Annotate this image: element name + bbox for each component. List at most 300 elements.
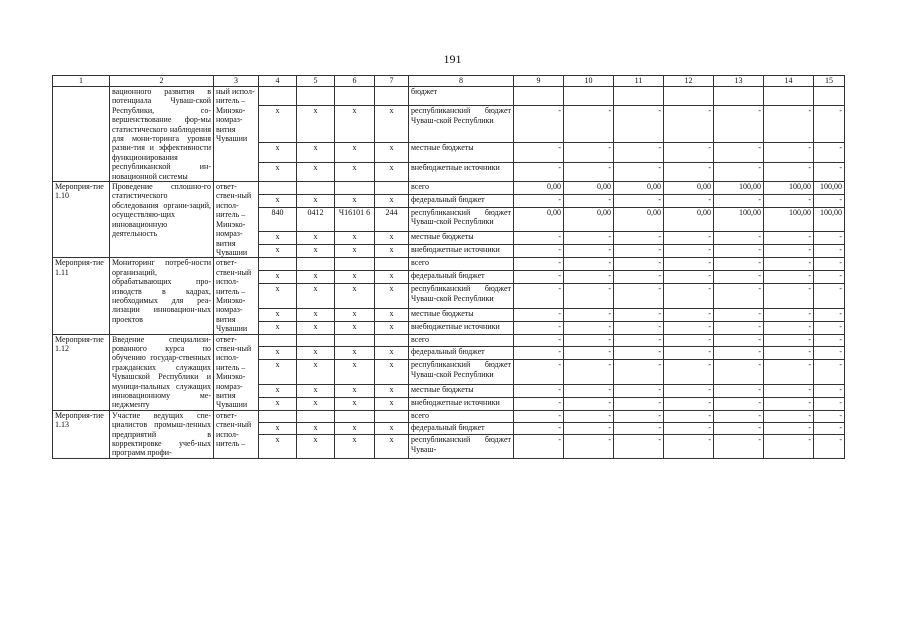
amount-cell: -	[614, 258, 664, 271]
amount-cell: -	[764, 384, 814, 397]
amount-cell: -	[514, 397, 564, 410]
funding-source: республиканский бюджет Чуваш-	[409, 435, 514, 458]
amount-cell: -	[664, 308, 714, 321]
budget-code-cell: х	[297, 347, 335, 360]
amount-cell	[714, 87, 764, 106]
budget-code-cell: х	[375, 360, 409, 385]
measure-description: Введение специализи-рованного курса по обучению государ-ственных гражданских служащих Чувашской Республики и муници-пальных служащих инновационному ме-неджменту	[110, 334, 214, 410]
amount-cell: -	[564, 397, 614, 410]
amount-cell: -	[564, 435, 614, 458]
amount-cell: -	[614, 410, 664, 422]
budget-code-cell: х	[297, 321, 335, 334]
amount-cell: -	[564, 410, 614, 422]
amount-cell: -	[664, 360, 714, 385]
budget-code-cell	[259, 182, 297, 195]
budget-code-cell: х	[297, 397, 335, 410]
budget-code-cell: х	[259, 347, 297, 360]
budget-code-cell	[375, 182, 409, 195]
amount-cell: -	[814, 410, 845, 422]
budget-code-cell: х	[375, 106, 409, 143]
budget-code-cell: х	[259, 397, 297, 410]
budget-code-cell: х	[259, 284, 297, 309]
table-row	[53, 87, 845, 106]
amount-cell: -	[814, 347, 845, 360]
amount-cell: -	[814, 423, 845, 435]
budget-code-cell: х	[335, 162, 375, 181]
page-number: 191	[443, 52, 462, 66]
budget-code-cell: х	[375, 423, 409, 435]
amount-cell: -	[714, 284, 764, 309]
amount-cell: -	[764, 360, 814, 385]
amount-cell: -	[814, 334, 845, 347]
amount-cell: 0,00	[564, 207, 614, 232]
amount-cell: -	[564, 143, 614, 162]
funding-source: бюджет	[409, 87, 514, 106]
budget-code-cell: х	[297, 360, 335, 385]
funding-source: внебюджетные источники	[409, 162, 514, 181]
column-header: 4	[259, 76, 297, 87]
amount-cell: -	[714, 435, 764, 458]
amount-cell: -	[814, 194, 845, 207]
table-row	[53, 334, 845, 347]
budget-code-cell: х	[259, 308, 297, 321]
amount-cell: -	[764, 194, 814, 207]
budget-code-cell: х	[375, 347, 409, 360]
measure-description: Проведение сплошно-го статистического обследования органи-заций, осуществляю-щих инновационную деятельность	[110, 182, 214, 258]
budget-code-cell: х	[375, 232, 409, 245]
amount-cell: -	[614, 143, 664, 162]
amount-cell: -	[514, 410, 564, 422]
budget-code-cell: х	[297, 423, 335, 435]
budget-code-cell: х	[375, 397, 409, 410]
amount-cell: 100,00	[714, 207, 764, 232]
amount-cell: -	[564, 308, 614, 321]
amount-cell: -	[514, 284, 564, 309]
budget-code-cell	[335, 410, 375, 422]
measure-id: Мероприя-тие 1.12	[53, 334, 110, 410]
amount-cell: -	[764, 162, 814, 181]
column-header: 7	[375, 76, 409, 87]
budget-code-cell: х	[297, 308, 335, 321]
amount-cell: -	[664, 271, 714, 284]
amount-cell: -	[714, 143, 764, 162]
funding-source: всего	[409, 182, 514, 195]
amount-cell: -	[714, 258, 764, 271]
amount-cell: -	[664, 162, 714, 181]
funding-source: местные бюджеты	[409, 232, 514, 245]
amount-cell: -	[614, 423, 664, 435]
amount-cell: -	[664, 435, 714, 458]
amount-cell: 100,00	[764, 207, 814, 232]
amount-cell: -	[714, 271, 764, 284]
budget-table	[52, 75, 845, 459]
budget-code-cell: х	[335, 347, 375, 360]
amount-cell: -	[614, 271, 664, 284]
amount-cell: -	[564, 245, 614, 258]
amount-cell: -	[764, 410, 814, 422]
amount-cell: -	[664, 258, 714, 271]
budget-code-cell	[297, 334, 335, 347]
amount-cell: -	[564, 258, 614, 271]
amount-cell: -	[764, 258, 814, 271]
amount-cell: 100,00	[814, 182, 845, 195]
amount-cell: -	[614, 435, 664, 458]
funding-source: федеральный бюджет	[409, 194, 514, 207]
budget-code-cell: 0412	[297, 207, 335, 232]
funding-source: федеральный бюджет	[409, 347, 514, 360]
amount-cell: -	[664, 397, 714, 410]
funding-source: внебюджетные источники	[409, 321, 514, 334]
budget-code-cell: х	[335, 397, 375, 410]
amount-cell: -	[814, 384, 845, 397]
budget-code-cell: х	[259, 271, 297, 284]
amount-cell: -	[664, 321, 714, 334]
amount-cell: -	[664, 410, 714, 422]
budget-code-cell: х	[259, 194, 297, 207]
amount-cell: -	[764, 435, 814, 458]
budget-code-cell	[259, 87, 297, 106]
column-header: 5	[297, 76, 335, 87]
amount-cell: -	[714, 423, 764, 435]
amount-cell: -	[664, 334, 714, 347]
budget-code-cell	[375, 87, 409, 106]
budget-code-cell	[335, 182, 375, 195]
amount-cell: -	[514, 106, 564, 143]
budget-code-cell: х	[259, 321, 297, 334]
amount-cell: -	[514, 308, 564, 321]
amount-cell	[564, 87, 614, 106]
amount-cell: -	[564, 106, 614, 143]
measure-description: Участие ведущих спе-циалистов промыш-ленных предприятий в корректировке учеб-ных программ профи-	[110, 410, 214, 458]
budget-code-cell: х	[297, 162, 335, 181]
table-row	[53, 182, 845, 195]
amount-cell: -	[564, 347, 614, 360]
measure-id: Мероприя-тие 1.13	[53, 410, 110, 458]
budget-code-cell	[259, 334, 297, 347]
amount-cell: -	[714, 245, 764, 258]
budget-code-cell	[297, 87, 335, 106]
amount-cell: -	[664, 347, 714, 360]
budget-code-cell: х	[259, 143, 297, 162]
amount-cell: -	[714, 194, 764, 207]
amount-cell: -	[814, 162, 845, 181]
column-header: 8	[409, 76, 514, 87]
amount-cell: -	[814, 308, 845, 321]
column-header: 3	[214, 76, 259, 87]
amount-cell: -	[664, 194, 714, 207]
amount-cell: -	[564, 384, 614, 397]
amount-cell: -	[764, 334, 814, 347]
amount-cell: -	[514, 271, 564, 284]
budget-code-cell: х	[375, 284, 409, 309]
amount-cell: -	[614, 347, 664, 360]
amount-cell: 0,00	[564, 182, 614, 195]
budget-code-cell	[335, 258, 375, 271]
column-header: 15	[814, 76, 845, 87]
column-header: 14	[764, 76, 814, 87]
amount-cell: -	[714, 410, 764, 422]
budget-code-cell: х	[375, 435, 409, 458]
amount-cell: -	[764, 284, 814, 309]
amount-cell: -	[764, 232, 814, 245]
funding-source: федеральный бюджет	[409, 271, 514, 284]
funding-source: всего	[409, 334, 514, 347]
amount-cell: -	[514, 347, 564, 360]
amount-cell: -	[664, 143, 714, 162]
amount-cell: -	[714, 232, 764, 245]
amount-cell: -	[564, 360, 614, 385]
amount-cell: -	[614, 106, 664, 143]
budget-code-cell: х	[297, 245, 335, 258]
funding-source: местные бюджеты	[409, 143, 514, 162]
amount-cell: -	[764, 308, 814, 321]
budget-code-cell: х	[375, 245, 409, 258]
amount-cell: -	[514, 258, 564, 271]
executor: ответ-ствен-ный испол-нитель – Минэко-номраз-вития Чувашии	[214, 182, 259, 258]
amount-cell: -	[614, 360, 664, 385]
funding-source: местные бюджеты	[409, 384, 514, 397]
budget-code-cell: х	[335, 245, 375, 258]
amount-cell: -	[614, 162, 664, 181]
table-row	[53, 258, 845, 271]
amount-cell: -	[814, 360, 845, 385]
amount-cell: -	[514, 321, 564, 334]
amount-cell: 0,00	[614, 182, 664, 195]
column-header: 13	[714, 76, 764, 87]
amount-cell: -	[614, 334, 664, 347]
amount-cell: -	[764, 397, 814, 410]
column-header: 11	[614, 76, 664, 87]
budget-code-cell: х	[259, 106, 297, 143]
measure-id	[53, 87, 110, 182]
amount-cell: -	[664, 106, 714, 143]
amount-cell	[814, 87, 845, 106]
amount-cell: -	[564, 194, 614, 207]
budget-code-cell: х	[297, 384, 335, 397]
amount-cell: -	[714, 334, 764, 347]
budget-code-cell: х	[297, 143, 335, 162]
amount-cell: -	[514, 245, 564, 258]
amount-cell: -	[764, 106, 814, 143]
budget-code-cell: х	[335, 435, 375, 458]
amount-cell: -	[564, 284, 614, 309]
table-body	[53, 76, 845, 459]
amount-cell: -	[814, 106, 845, 143]
amount-cell: -	[514, 423, 564, 435]
amount-cell: -	[714, 347, 764, 360]
funding-source: внебюджетные источники	[409, 397, 514, 410]
budget-code-cell: х	[259, 423, 297, 435]
budget-code-cell: х	[335, 106, 375, 143]
budget-code-cell: х	[297, 106, 335, 143]
executor: ответ-ствен-ный испол-нитель –	[214, 410, 259, 458]
amount-cell	[614, 87, 664, 106]
amount-cell: -	[564, 423, 614, 435]
header-row	[53, 76, 845, 87]
amount-cell: 0,00	[614, 207, 664, 232]
budget-code-cell	[259, 410, 297, 422]
amount-cell: -	[664, 423, 714, 435]
amount-cell: -	[764, 245, 814, 258]
amount-cell: -	[664, 384, 714, 397]
amount-cell: -	[814, 397, 845, 410]
amount-cell: 100,00	[814, 207, 845, 232]
budget-code-cell	[375, 258, 409, 271]
amount-cell: -	[614, 284, 664, 309]
amount-cell: 100,00	[764, 182, 814, 195]
budget-code-cell: х	[375, 194, 409, 207]
budget-code-cell: х	[335, 423, 375, 435]
budget-code-cell: х	[297, 435, 335, 458]
budget-code-cell: х	[297, 284, 335, 309]
amount-cell: -	[614, 232, 664, 245]
budget-code-cell: х	[375, 162, 409, 181]
funding-source: республиканский бюджет Чуваш-ской Республики	[409, 106, 514, 143]
budget-code-cell: х	[375, 384, 409, 397]
amount-cell: -	[614, 384, 664, 397]
amount-cell: -	[614, 194, 664, 207]
budget-code-cell: х	[375, 271, 409, 284]
amount-cell: -	[814, 284, 845, 309]
measure-id: Мероприя-тие 1.10	[53, 182, 110, 258]
amount-cell: -	[614, 321, 664, 334]
budget-code-cell: х	[259, 435, 297, 458]
budget-code-cell: х	[335, 384, 375, 397]
budget-code-cell: 840	[259, 207, 297, 232]
executor: ответ-ствен-ный испол-нитель – Минэко-номраз-вития Чувашии	[214, 258, 259, 334]
budget-code-cell: х	[259, 360, 297, 385]
budget-code-cell: х	[335, 143, 375, 162]
budget-code-cell	[375, 334, 409, 347]
amount-cell: -	[764, 423, 814, 435]
table-row	[53, 410, 845, 422]
funding-source: всего	[409, 258, 514, 271]
budget-code-cell: Ч16101 6	[335, 207, 375, 232]
funding-source: всего	[409, 410, 514, 422]
amount-cell: -	[564, 271, 614, 284]
amount-cell: 0,00	[664, 182, 714, 195]
amount-cell: -	[564, 321, 614, 334]
budget-code-cell: х	[335, 232, 375, 245]
funding-source: местные бюджеты	[409, 308, 514, 321]
budget-code-cell	[297, 410, 335, 422]
amount-cell: -	[764, 271, 814, 284]
budget-code-cell: х	[375, 143, 409, 162]
funding-source: внебюджетные источники	[409, 245, 514, 258]
amount-cell: -	[614, 397, 664, 410]
amount-cell: 0,00	[664, 207, 714, 232]
funding-source: республиканский бюджет Чуваш-ской Республики	[409, 284, 514, 309]
amount-cell: -	[514, 232, 564, 245]
amount-cell: -	[714, 360, 764, 385]
funding-source: федеральный бюджет	[409, 423, 514, 435]
amount-cell: -	[514, 143, 564, 162]
amount-cell: -	[814, 143, 845, 162]
budget-code-cell: х	[259, 384, 297, 397]
column-header: 12	[664, 76, 714, 87]
amount-cell: -	[714, 384, 764, 397]
amount-cell	[664, 87, 714, 106]
amount-cell: -	[714, 106, 764, 143]
column-header: 9	[514, 76, 564, 87]
funding-source: республиканский бюджет Чуваш-ской Республики	[409, 360, 514, 385]
budget-code-cell: х	[375, 308, 409, 321]
amount-cell: -	[814, 245, 845, 258]
measure-description: вационного развития в потенциала Чуваш-ской Республики, со-вершенствование фор-мы статистического наблюдения для мони-торинга уровня разви-тия и эффективности функционирования республиканской ин-новационной системы	[110, 87, 214, 182]
budget-code-cell: х	[335, 360, 375, 385]
budget-code-cell: х	[259, 162, 297, 181]
budget-code-cell: х	[375, 321, 409, 334]
measure-description: Мониторинг потреб-ности организаций, обрабатывающих про-изводств в кадрах, необходимых для реа-лизации инновацион-ных проектов	[110, 258, 214, 334]
budget-code-cell: 244	[375, 207, 409, 232]
column-header: 10	[564, 76, 614, 87]
amount-cell: -	[814, 232, 845, 245]
budget-code-cell	[335, 334, 375, 347]
funding-source: республиканский бюджет Чуваш-ской Республики	[409, 207, 514, 232]
amount-cell: -	[614, 245, 664, 258]
budget-code-cell: х	[259, 245, 297, 258]
amount-cell: -	[614, 308, 664, 321]
budget-code-cell: х	[335, 308, 375, 321]
amount-cell: -	[514, 162, 564, 181]
budget-code-cell: х	[297, 271, 335, 284]
amount-cell: 0,00	[514, 182, 564, 195]
budget-code-cell: х	[335, 321, 375, 334]
amount-cell: -	[664, 245, 714, 258]
budget-code-cell	[335, 87, 375, 106]
column-header: 1	[53, 76, 110, 87]
budget-code-cell: х	[297, 232, 335, 245]
amount-cell: -	[514, 360, 564, 385]
budget-code-cell: х	[259, 232, 297, 245]
amount-cell: -	[814, 321, 845, 334]
amount-cell: -	[564, 334, 614, 347]
amount-cell: -	[814, 271, 845, 284]
budget-code-cell	[297, 182, 335, 195]
budget-code-cell: х	[335, 284, 375, 309]
amount-cell: -	[664, 232, 714, 245]
amount-cell	[514, 87, 564, 106]
column-header: 2	[110, 76, 214, 87]
executor: ный испол-нитель – Минэко-номраз-вития Чувашии	[214, 87, 259, 182]
amount-cell: -	[714, 397, 764, 410]
amount-cell: -	[514, 334, 564, 347]
budget-code-cell: х	[335, 271, 375, 284]
amount-cell: -	[714, 308, 764, 321]
budget-code-cell: х	[297, 194, 335, 207]
executor: ответ-ствен-ный испол-нитель – Минэко-номраз-вития Чувашии	[214, 334, 259, 410]
amount-cell: -	[564, 232, 614, 245]
amount-cell: -	[714, 162, 764, 181]
amount-cell	[764, 87, 814, 106]
amount-cell: -	[814, 435, 845, 458]
amount-cell: 100,00	[714, 182, 764, 195]
amount-cell: -	[564, 162, 614, 181]
amount-cell: -	[714, 321, 764, 334]
budget-code-cell	[375, 410, 409, 422]
budget-code-cell: х	[335, 194, 375, 207]
amount-cell: -	[764, 321, 814, 334]
amount-cell: -	[764, 347, 814, 360]
amount-cell: -	[514, 435, 564, 458]
amount-cell: -	[764, 143, 814, 162]
budget-code-cell	[297, 258, 335, 271]
amount-cell: -	[514, 194, 564, 207]
column-header: 6	[335, 76, 375, 87]
amount-cell: -	[664, 284, 714, 309]
amount-cell: -	[514, 384, 564, 397]
budget-code-cell	[259, 258, 297, 271]
